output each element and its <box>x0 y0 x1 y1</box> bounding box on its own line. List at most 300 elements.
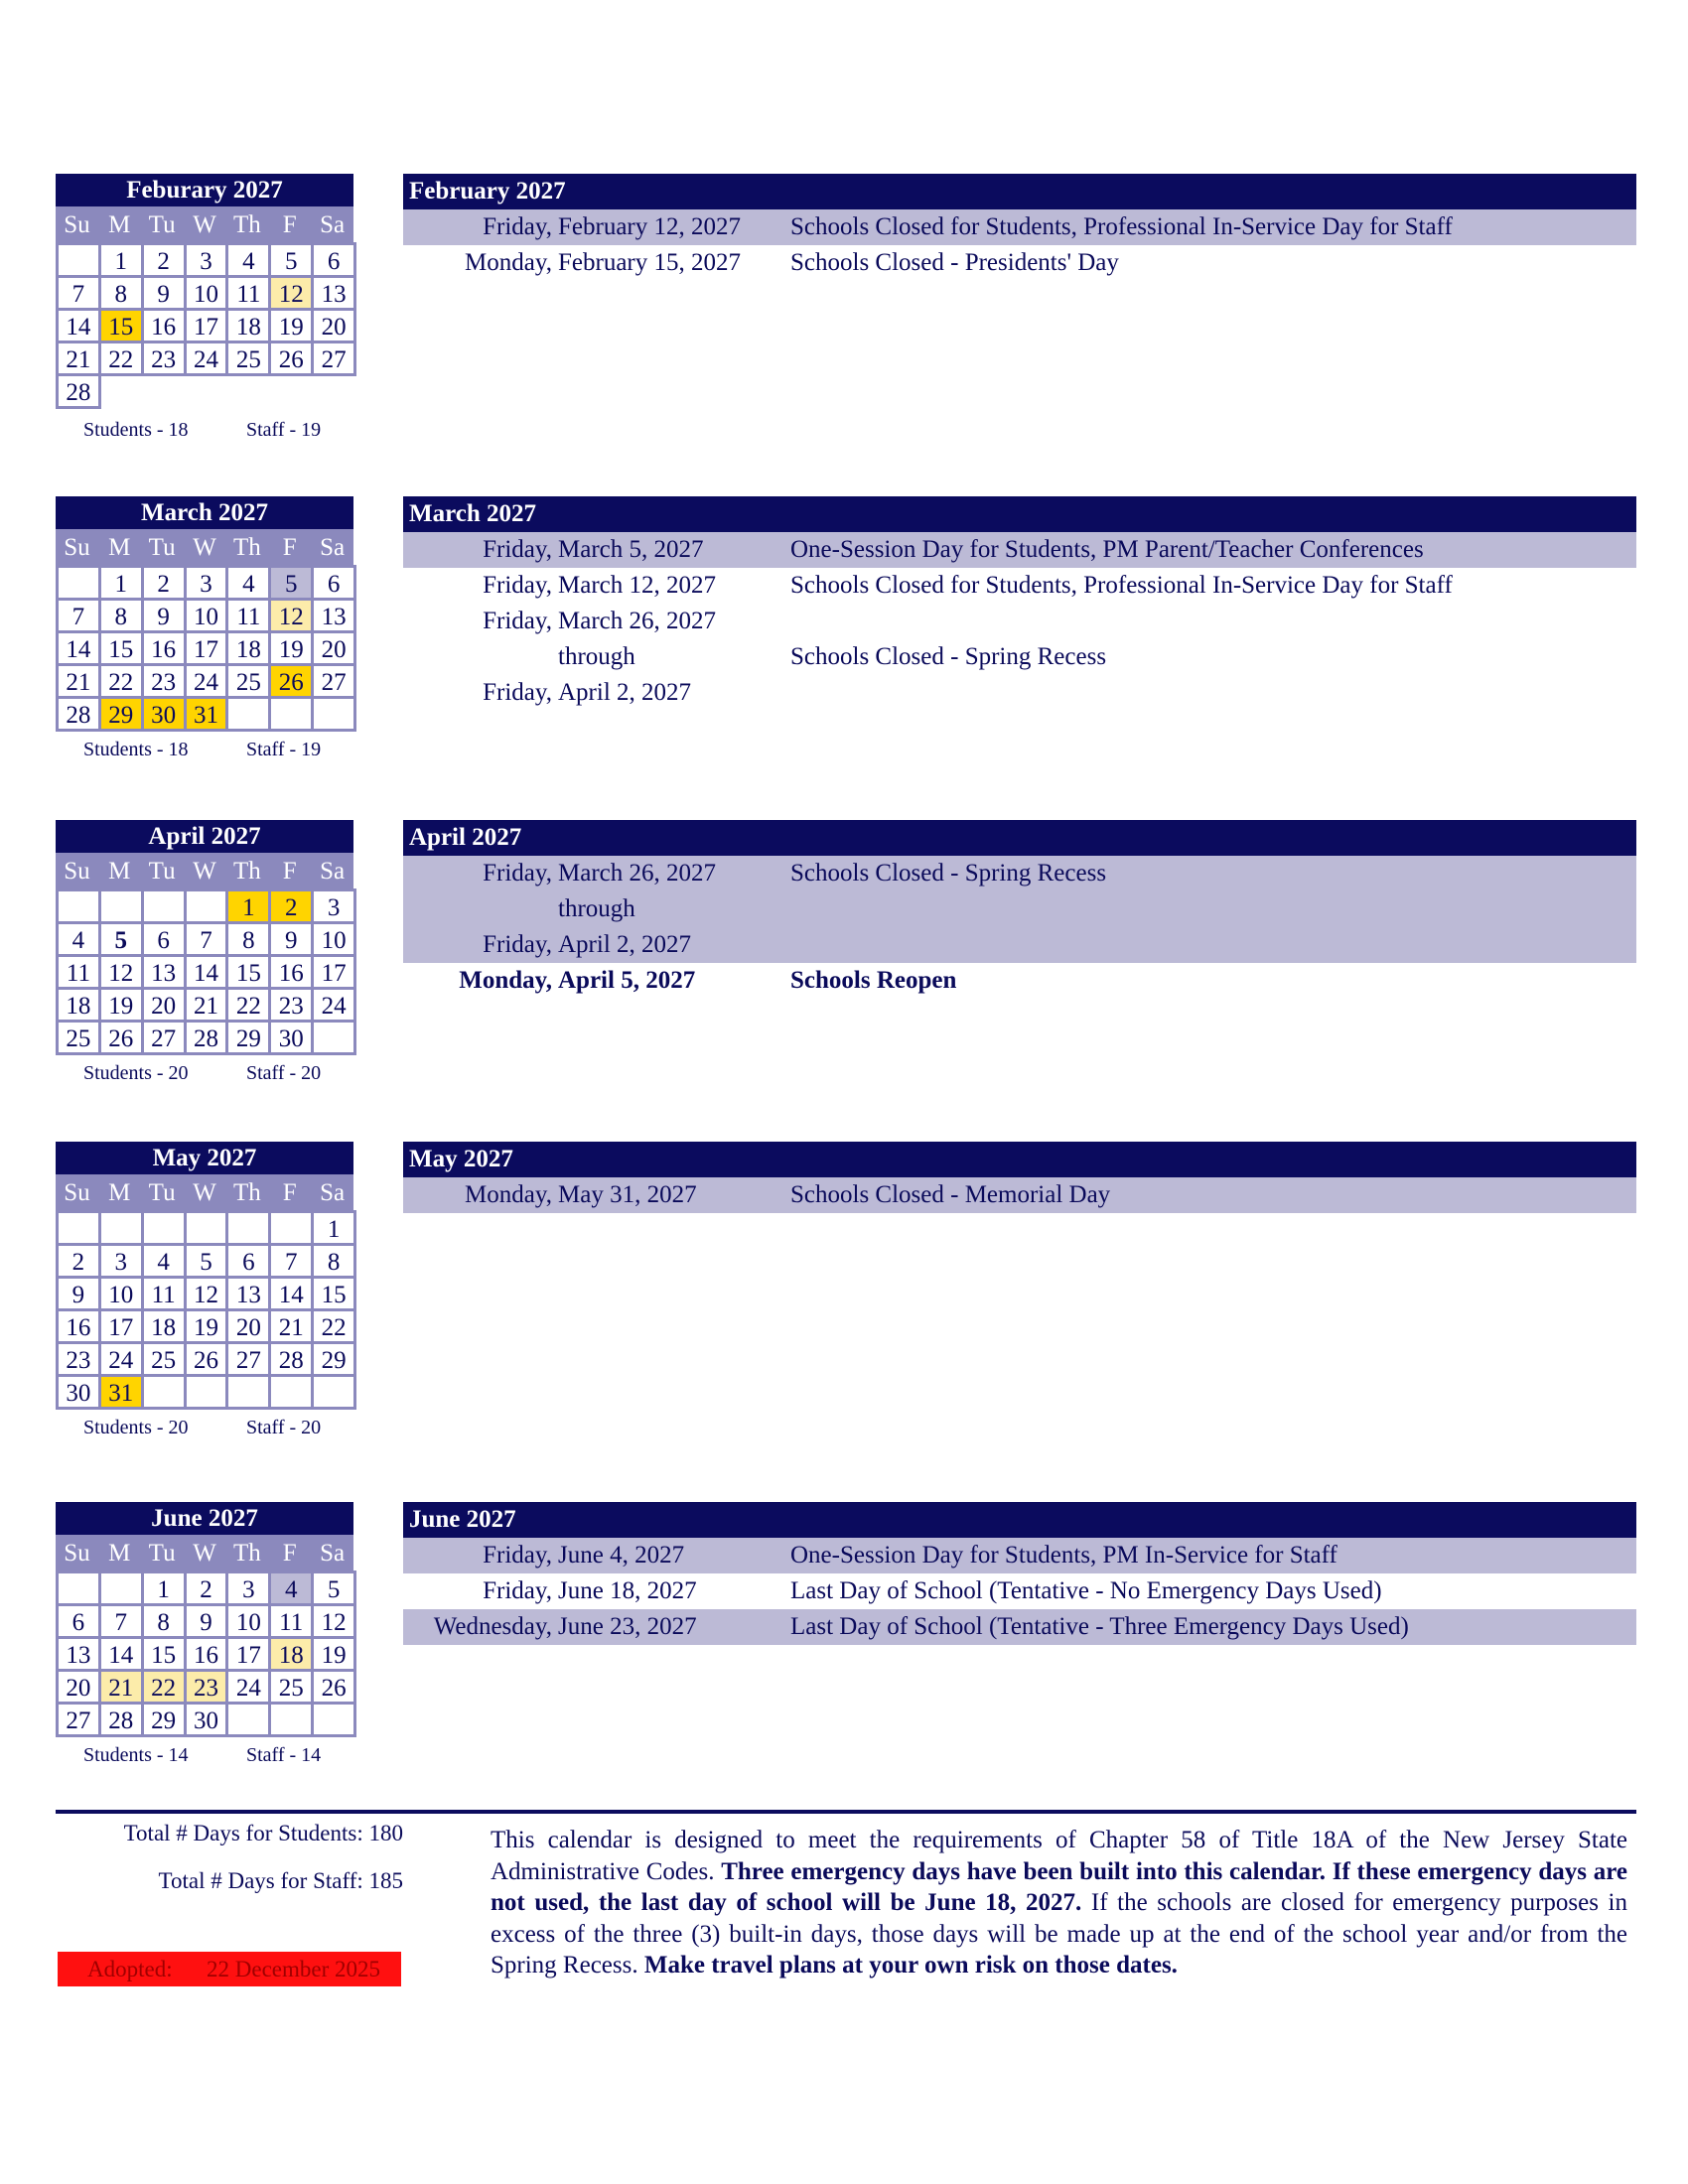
calendar-day: 16 <box>56 1308 101 1344</box>
calendar-day: 21 <box>56 341 101 376</box>
calendar-day: 18 <box>225 308 271 343</box>
calendar-day: 27 <box>225 1341 271 1377</box>
event-description: Schools Closed - Memorial Day <box>790 1181 1111 1208</box>
event-row <box>403 927 1636 963</box>
calendar-day: 8 <box>311 1243 356 1279</box>
month-block <box>0 1502 1688 1800</box>
weekday-label: Sa <box>320 534 346 561</box>
events-list <box>403 1142 1636 1213</box>
calendar-day-highlight: 4 <box>268 1570 314 1606</box>
calendar-day: 12 <box>184 1276 229 1311</box>
calendar-title: March 2027 <box>56 496 353 529</box>
calendar-day: 29 <box>225 1020 271 1055</box>
calendar-day: 17 <box>184 308 229 343</box>
event-weekday: Friday, <box>483 860 552 887</box>
calendar-day: 19 <box>184 1308 229 1344</box>
calendar-day: 27 <box>141 1020 187 1055</box>
event-row <box>403 532 1636 568</box>
calendar-blank-cell <box>268 1210 314 1246</box>
calendar-day: 19 <box>311 1636 356 1672</box>
event-date: March 5, 2027 <box>558 536 704 563</box>
calendar-day: 7 <box>98 1603 144 1639</box>
calendar-day: 21 <box>56 663 101 699</box>
calendar-empty-cell <box>184 373 226 409</box>
event-date: March 12, 2027 <box>558 572 716 599</box>
calendar-day-highlight: 12 <box>268 598 314 633</box>
calendar-day: 20 <box>311 308 356 343</box>
calendar-day-highlight: 5 <box>268 565 314 601</box>
event-row <box>403 1538 1636 1573</box>
calendar-blank-cell <box>98 1210 144 1246</box>
calendar-day: 25 <box>141 1341 187 1377</box>
calendar-day: 28 <box>184 1020 229 1055</box>
calendar-title: Feburary 2027 <box>56 174 353 206</box>
calendar-grid <box>56 1210 353 1407</box>
calendar-day: 7 <box>184 921 229 957</box>
calendar-blank-cell <box>225 696 271 732</box>
calendar-day: 24 <box>184 663 229 699</box>
calendar-empty-cell <box>268 373 311 409</box>
calendar-day: 27 <box>56 1702 101 1737</box>
calendar-day: 20 <box>311 630 356 666</box>
calendar-blank-cell <box>311 696 356 732</box>
calendar-day: 1 <box>141 1570 187 1606</box>
weekday-label: Sa <box>320 858 346 885</box>
calendar-blank-cell <box>184 1374 229 1410</box>
event-date: May 31, 2027 <box>558 1181 697 1208</box>
calendar-day-highlight: 30 <box>141 696 187 732</box>
calendar-day: 4 <box>225 565 271 601</box>
calendar-blank-cell <box>311 1020 356 1055</box>
calendar-blank-cell <box>98 888 144 924</box>
calendar-grid <box>56 888 353 1052</box>
calendar-day: 3 <box>311 888 356 924</box>
event-weekday: Friday, <box>483 1577 552 1604</box>
event-weekday: Wednesday, <box>433 1613 552 1640</box>
calendar-day: 14 <box>184 954 229 990</box>
day-counts <box>56 419 353 449</box>
event-row <box>403 963 1636 999</box>
weekday-header <box>56 853 353 888</box>
total-students-days: Total # Days for Students: 180 <box>123 1821 403 1845</box>
weekday-label: F <box>282 1179 297 1206</box>
calendar-day: 8 <box>98 598 144 633</box>
event-date: April 2, 2027 <box>558 679 692 706</box>
calendar-day: 28 <box>56 696 101 732</box>
calendar-day: 22 <box>311 1308 356 1344</box>
calendar-day: 17 <box>98 1308 144 1344</box>
weekday-label: Sa <box>320 211 346 238</box>
calendar-day: 10 <box>311 921 356 957</box>
weekday-label: Tu <box>148 211 176 238</box>
weekday-label: M <box>108 1540 131 1567</box>
event-date: June 4, 2027 <box>558 1542 685 1569</box>
calendar-day: 17 <box>184 630 229 666</box>
calendar-day: 14 <box>98 1636 144 1672</box>
event-date: March 26, 2027 <box>558 608 716 634</box>
event-weekday: Monday, <box>465 1181 552 1208</box>
calendar-day: 9 <box>56 1276 101 1311</box>
event-date: February 12, 2027 <box>558 213 741 240</box>
events-list <box>403 174 1636 281</box>
calendar-day: 23 <box>141 341 187 376</box>
weekday-label: Su <box>64 534 90 561</box>
divider-rule <box>56 1810 1636 1814</box>
calendar-day: 11 <box>225 598 271 633</box>
calendar-day: 8 <box>141 1603 187 1639</box>
calendar-blank-cell <box>268 696 314 732</box>
calendar-title: June 2027 <box>56 1502 353 1535</box>
calendar-blank-cell <box>141 1210 187 1246</box>
calendar-day: 8 <box>225 921 271 957</box>
calendar-day: 12 <box>311 1603 356 1639</box>
event-description: Schools Closed for Students, Professional In-Service Day for Staff <box>790 213 1453 240</box>
adopted-date: 22 December 2025 <box>207 1957 380 1981</box>
event-date: June 23, 2027 <box>558 1613 697 1640</box>
month-block <box>0 820 1688 1118</box>
calendar-day: 10 <box>98 1276 144 1311</box>
calendar-blank-cell <box>311 1374 356 1410</box>
calendar-blank-cell <box>311 1702 356 1737</box>
total-staff-days: Total # Days for Staff: 185 <box>158 1868 403 1893</box>
calendar-day: 4 <box>225 242 271 278</box>
weekday-label: Su <box>64 1540 90 1567</box>
weekday-label: W <box>193 211 216 238</box>
calendar-day: 18 <box>225 630 271 666</box>
calendar-day: 11 <box>225 275 271 311</box>
calendar-blank-cell <box>225 1374 271 1410</box>
calendar-day: 6 <box>311 242 356 278</box>
calendar-day: 5 <box>268 242 314 278</box>
calendar-day-highlight: 12 <box>268 275 314 311</box>
event-row <box>403 639 1636 675</box>
calendar-day: 3 <box>98 1243 144 1279</box>
event-row <box>403 1609 1636 1645</box>
calendar-day: 26 <box>268 341 314 376</box>
calendar-blank-cell <box>56 565 101 601</box>
weekday-label: Su <box>64 858 90 885</box>
event-weekday: Monday, <box>465 249 552 276</box>
weekday-label: Th <box>232 534 261 561</box>
calendar-day: 13 <box>56 1636 101 1672</box>
calendar-day: 20 <box>56 1669 101 1705</box>
calendar-day: 9 <box>268 921 314 957</box>
day-counts <box>56 1744 353 1774</box>
note-bold-1: Three emergency days have been built into this calendar. If these emergency days are not used, the last day of school will be June 18, 2027. <box>491 1857 1627 1916</box>
weekday-label: Su <box>64 1179 90 1206</box>
calendar-day-highlight: 23 <box>184 1669 229 1705</box>
calendar-day: 22 <box>98 663 144 699</box>
calendar-day: 10 <box>184 598 229 633</box>
calendar-empty-cell <box>225 373 268 409</box>
calendar-day: 23 <box>56 1341 101 1377</box>
calendar-day: 7 <box>268 1243 314 1279</box>
student-day-count: Students - 18 <box>83 419 189 441</box>
event-row <box>403 675 1636 711</box>
calendar-day: 24 <box>311 987 356 1023</box>
calendar-day: 28 <box>98 1702 144 1737</box>
weekday-label: M <box>108 534 131 561</box>
calendar-day: 25 <box>268 1669 314 1705</box>
calendar-day: 1 <box>98 565 144 601</box>
event-weekday: Friday, <box>483 679 552 706</box>
staff-day-count: Staff - 19 <box>246 419 322 441</box>
calendar-day: 19 <box>268 630 314 666</box>
calendar-empty-cell <box>311 373 353 409</box>
calendar-day: 6 <box>141 921 187 957</box>
calendar-day: 7 <box>56 598 101 633</box>
student-day-count: Students - 20 <box>83 1417 189 1438</box>
calendar-day: 10 <box>184 275 229 311</box>
calendar-blank-cell <box>141 888 187 924</box>
weekday-label: Su <box>64 211 90 238</box>
event-row <box>403 1573 1636 1609</box>
calendar-day: 15 <box>225 954 271 990</box>
events-list <box>403 496 1636 711</box>
note-text-1: This calendar is designed to meet the requirements of Chapter 58 of Title 18A of the New Jersey State Administrative Codes. <box>491 1827 1627 1885</box>
events-month-header: April 2027 <box>403 820 1636 856</box>
event-row <box>403 604 1636 639</box>
event-row <box>403 1177 1636 1213</box>
student-day-count: Students - 18 <box>83 739 189 760</box>
calendar-day-highlight: 2 <box>268 888 314 924</box>
weekday-label: Tu <box>148 534 176 561</box>
calendar-day: 14 <box>56 308 101 343</box>
event-date: June 18, 2027 <box>558 1577 697 1604</box>
event-description: Schools Closed - Presidents' Day <box>790 249 1119 276</box>
calendar-day: 14 <box>268 1276 314 1311</box>
calendar-day: 24 <box>184 341 229 376</box>
weekday-label: M <box>108 858 131 885</box>
note-bold-2: Make travel plans at your own risk on those dates. <box>643 1952 1178 1979</box>
calendar-day: 26 <box>311 1669 356 1705</box>
calendar-note <box>491 1825 1627 1981</box>
weekday-label: W <box>193 1540 216 1567</box>
calendar-day: 9 <box>141 598 187 633</box>
calendar-day: 28 <box>56 373 101 409</box>
event-description: Last Day of School (Tentative - No Emergency Days Used) <box>790 1577 1382 1604</box>
calendar-day: 23 <box>268 987 314 1023</box>
calendar-day: 13 <box>311 598 356 633</box>
calendar-day: 6 <box>311 565 356 601</box>
mini-calendar <box>56 820 353 1092</box>
calendar-blank-cell <box>184 1210 229 1246</box>
calendar-title: May 2027 <box>56 1142 353 1174</box>
weekday-label: Sa <box>320 1540 346 1567</box>
month-block <box>0 496 1688 794</box>
calendar-day-highlight: 1 <box>225 888 271 924</box>
calendar-day-highlight: 26 <box>268 663 314 699</box>
calendar-day: 24 <box>98 1341 144 1377</box>
event-row <box>403 209 1636 245</box>
calendar-day: 4 <box>56 921 101 957</box>
calendar-day: 17 <box>311 954 356 990</box>
calendar-day: 6 <box>225 1243 271 1279</box>
calendar-day-highlight: 31 <box>184 696 229 732</box>
calendar-day: 4 <box>141 1243 187 1279</box>
calendar-day: 19 <box>98 987 144 1023</box>
calendar-day: 25 <box>225 663 271 699</box>
calendar-day: 5 <box>311 1570 356 1606</box>
calendar-day: 11 <box>56 954 101 990</box>
event-weekday: Friday, <box>483 572 552 599</box>
calendar-title: April 2027 <box>56 820 353 853</box>
calendar-day: 2 <box>141 565 187 601</box>
events-list <box>403 820 1636 999</box>
event-description: One-Session Day for Students, PM Parent/Teacher Conferences <box>790 536 1424 563</box>
event-row <box>403 891 1636 927</box>
calendar-day: 16 <box>141 630 187 666</box>
calendar-day: 3 <box>225 1570 271 1606</box>
mini-calendar <box>56 1142 353 1446</box>
staff-day-count: Staff - 14 <box>246 1744 322 1766</box>
calendar-blank-cell <box>268 1374 314 1410</box>
calendar-day: 20 <box>141 987 187 1023</box>
weekday-label: Sa <box>320 1179 346 1206</box>
weekday-label: F <box>282 534 297 561</box>
calendar-day: 7 <box>56 275 101 311</box>
calendar-day: 15 <box>98 630 144 666</box>
calendar-blank-cell <box>225 1702 271 1737</box>
weekday-label: F <box>282 858 297 885</box>
event-row <box>403 856 1636 891</box>
event-date: April 2, 2027 <box>558 931 692 958</box>
events-month-header: February 2027 <box>403 174 1636 209</box>
weekday-label: Tu <box>148 1540 176 1567</box>
calendar-day: 16 <box>141 308 187 343</box>
calendar-blank-cell <box>98 1570 144 1606</box>
calendar-day: 1 <box>98 242 144 278</box>
staff-day-count: Staff - 20 <box>246 1062 322 1084</box>
calendar-day: 5 <box>184 1243 229 1279</box>
calendar-day: 27 <box>311 341 356 376</box>
student-day-count: Students - 14 <box>83 1744 189 1766</box>
calendar-day: 10 <box>225 1603 271 1639</box>
note-text-2: If the schools are closed for emergency purposes in excess of the three (3) built-in days, those days will be made up at the end of the school year and/or from the Spring Recess. <box>491 1889 1627 1979</box>
calendar-blank-cell <box>184 888 229 924</box>
calendar-day: 23 <box>141 663 187 699</box>
event-description: Schools Closed - Spring Recess <box>790 643 1107 670</box>
event-weekday: Friday, <box>483 608 552 634</box>
calendar-day: 9 <box>184 1603 229 1639</box>
calendar-grid <box>56 565 353 729</box>
calendar-blank-cell <box>141 1374 187 1410</box>
mini-calendar <box>56 496 353 768</box>
calendar-day: 2 <box>184 1570 229 1606</box>
calendar-day: 28 <box>268 1341 314 1377</box>
calendar-day: 1 <box>311 1210 356 1246</box>
calendar-day: 2 <box>141 242 187 278</box>
staff-day-count: Staff - 20 <box>246 1417 322 1438</box>
day-counts <box>56 1417 353 1446</box>
weekday-label: F <box>282 1540 297 1567</box>
calendar-day: 22 <box>225 987 271 1023</box>
calendar-day: 9 <box>141 275 187 311</box>
calendar-day: 21 <box>268 1308 314 1344</box>
calendar-blank-cell <box>56 242 101 278</box>
calendar-day: 12 <box>98 954 144 990</box>
calendar-day: 27 <box>311 663 356 699</box>
adopted-date-banner <box>58 1952 401 1986</box>
calendar-day: 3 <box>184 565 229 601</box>
calendar-day: 15 <box>141 1636 187 1672</box>
calendar-grid <box>56 1570 353 1734</box>
weekday-header <box>56 1535 353 1570</box>
event-weekday: Friday, <box>483 536 552 563</box>
calendar-day: 14 <box>56 630 101 666</box>
calendar-day-highlight: 31 <box>98 1374 144 1410</box>
weekday-label: Th <box>232 211 261 238</box>
calendar-day: 24 <box>225 1669 271 1705</box>
staff-day-count: Staff - 19 <box>246 739 322 760</box>
weekday-label: Th <box>232 1179 261 1206</box>
event-description: One-Session Day for Students, PM In-Service for Staff <box>790 1542 1337 1569</box>
event-date: February 15, 2027 <box>558 249 741 276</box>
calendar-day: 6 <box>56 1603 101 1639</box>
weekday-label: W <box>193 534 216 561</box>
event-weekday: Friday, <box>483 1542 552 1569</box>
calendar-day: 16 <box>268 954 314 990</box>
adopted-label: Adopted: <box>87 1957 173 1981</box>
calendar-day: 11 <box>268 1603 314 1639</box>
weekday-label: Th <box>232 858 261 885</box>
calendar-blank-cell <box>56 1210 101 1246</box>
calendar-day: 19 <box>268 308 314 343</box>
calendar-day: 29 <box>141 1702 187 1737</box>
event-description: Schools Reopen <box>790 967 957 994</box>
calendar-blank-cell <box>56 888 101 924</box>
weekday-label: M <box>108 1179 131 1206</box>
event-description: Last Day of School (Tentative - Three Emergency Days Used) <box>790 1613 1409 1640</box>
calendar-day: 26 <box>98 1020 144 1055</box>
calendar-day-highlight: 29 <box>98 696 144 732</box>
calendar-day-highlight: 18 <box>268 1636 314 1672</box>
calendar-day: 2 <box>56 1243 101 1279</box>
calendar-day: 11 <box>141 1276 187 1311</box>
mini-calendar <box>56 174 353 449</box>
calendar-day: 30 <box>268 1020 314 1055</box>
calendar-grid <box>56 242 353 409</box>
month-block <box>0 1142 1688 1439</box>
events-month-header: March 2027 <box>403 496 1636 532</box>
weekday-header <box>56 1174 353 1210</box>
calendar-day: 22 <box>98 341 144 376</box>
event-date: through <box>558 895 635 922</box>
weekday-label: W <box>193 1179 216 1206</box>
calendar-day: 29 <box>311 1341 356 1377</box>
calendar-day: 13 <box>311 275 356 311</box>
calendar-day: 8 <box>98 275 144 311</box>
weekday-label: W <box>193 858 216 885</box>
weekday-label: F <box>282 211 297 238</box>
weekday-header <box>56 206 353 242</box>
calendar-day: 20 <box>225 1308 271 1344</box>
calendar-day: 18 <box>56 987 101 1023</box>
calendar-day: 30 <box>184 1702 229 1737</box>
event-weekday: Monday, <box>459 967 552 994</box>
calendar-day: 16 <box>184 1636 229 1672</box>
student-day-count: Students - 20 <box>83 1062 189 1084</box>
calendar-day: 15 <box>311 1276 356 1311</box>
weekday-label: Th <box>232 1540 261 1567</box>
event-date: March 26, 2027 <box>558 860 716 887</box>
calendar-empty-cell <box>98 373 141 409</box>
calendar-day: 13 <box>141 954 187 990</box>
calendar-day: 21 <box>184 987 229 1023</box>
calendar-day: 18 <box>141 1308 187 1344</box>
calendar-day: 30 <box>56 1374 101 1410</box>
day-counts <box>56 739 353 768</box>
